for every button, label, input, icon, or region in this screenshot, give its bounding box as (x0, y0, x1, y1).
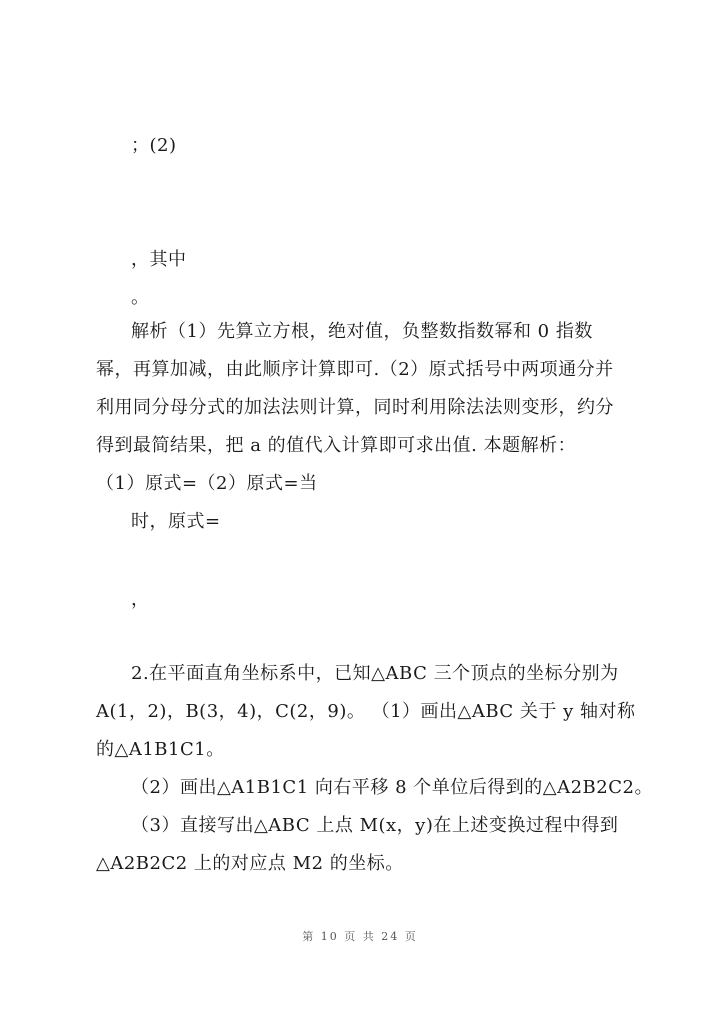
text-line: 。 (131, 287, 150, 308)
text-line: （3）直接写出△ABC 上点 M(x，y)在上述变换过程中得到 (131, 815, 619, 836)
text-line: 的△A1B1C1。 (96, 739, 225, 760)
text-line: ，其中 (131, 249, 187, 270)
text-line: 时，原式= (131, 511, 221, 532)
text-line: （1）原式=（2）原式=当 (96, 473, 318, 494)
text-line: ；(2) (131, 135, 177, 156)
text-line: 幂，再算加减，由此顺序计算即可.（2）原式括号中两项通分并 (96, 359, 614, 380)
page-footer: 第 10 页 共 24 页 (302, 930, 418, 943)
text-line: 利用同分母分式的加法法则计算，同时利用除法法则变形，约分 (96, 397, 614, 418)
text-line: （2）画出△A1B1C1 向右平移 8 个单位后得到的△A2B2C2。 (131, 777, 653, 798)
text-line: A(1，2)，B(3，4)，C(2，9)。 （1）画出△ABC 关于 y 轴对称 (96, 701, 636, 722)
text-line: 得到最简结果，把 a 的值代入计算即可求出值. 本题解析： (96, 435, 577, 456)
text-line: △A2B2C2 上的对应点 M2 的坐标。 (96, 853, 404, 874)
text-line: ， (131, 589, 150, 610)
text-line: 解析（1）先算立方根，绝对值，负整数指数幂和 0 指数 (131, 321, 593, 342)
text-line: 2.在平面直角坐标系中，已知△ABC 三个顶点的坐标分别为 (131, 663, 619, 684)
